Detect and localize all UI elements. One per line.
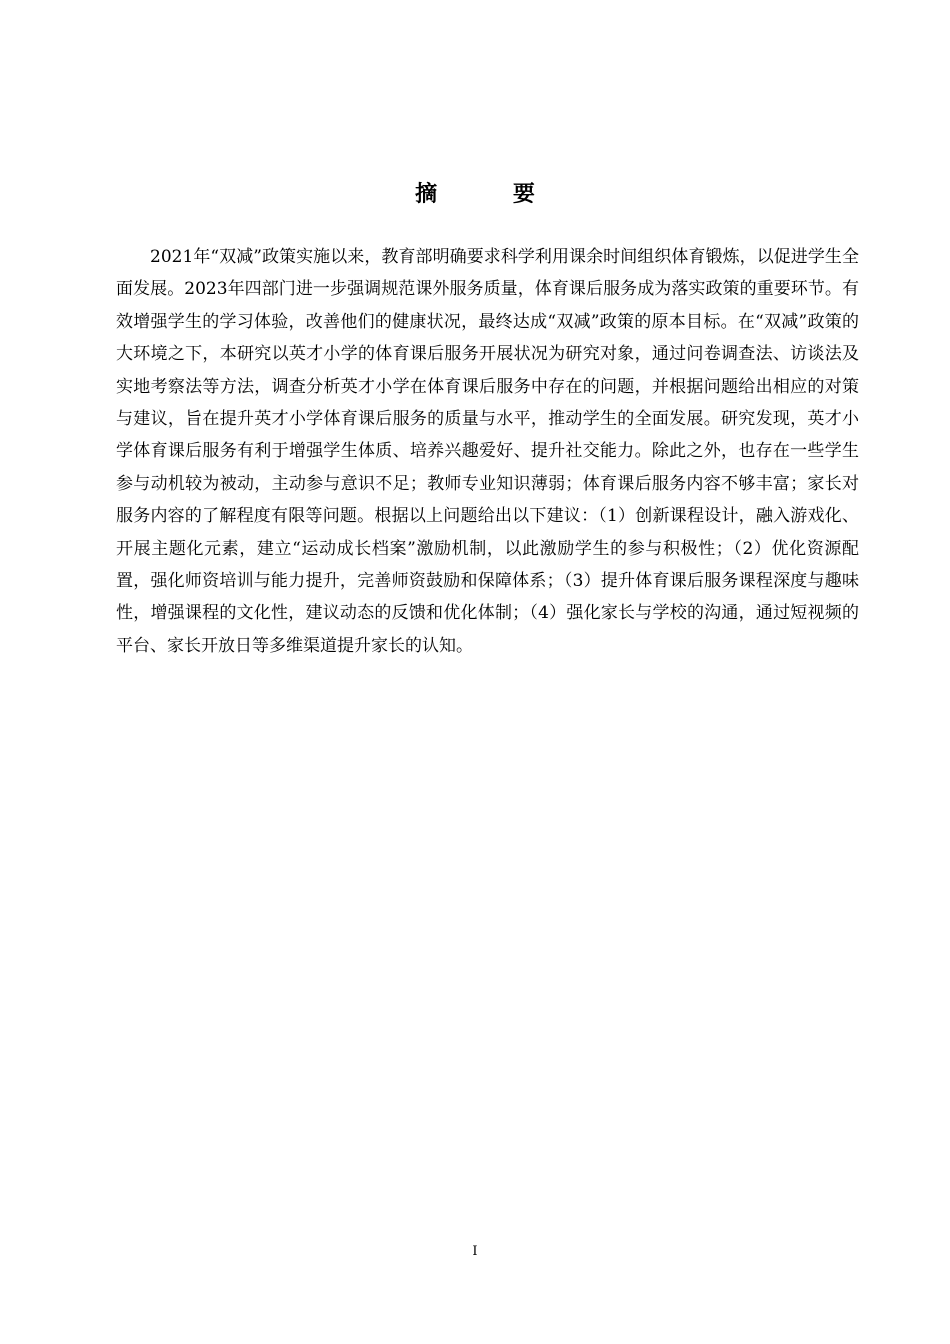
page-number: I bbox=[472, 1244, 478, 1259]
abstract-title: 摘 要 bbox=[415, 181, 569, 207]
abstract-paragraph: 2021年“双减”政策实施以来，教育部明确要求科学利用课余时间组织体育锻炼，以促进学生全面发展。2023年四部门进一步强调规范课外服务质量，体育课后服务成为落实政策的重要环节。有效增强学生的学习体验，改善他们的健康状况，最终达成“双减”政策的原本目标。在“双减”政策的大环境之下，本研究以英才小学的体育课后服务开展状况为研究对象，通过问卷调查法、访谈法及实地考察法等方法，调查分析英才小学在体育课后服务中存在的问题，并根据问题给出相应的对策与建议，旨在提升英才小学体育课后服务的质量与水平，推动学生的全面发展。研究发现，英才小学体育课后服务有利于增强学生体质、培养兴趣爱好、提升社交能力。除此之外，也存在一些学生参与动机较为被动，主动参与意识不足；教师专业知识薄弱；体育课后服务内容不够丰富；家长对服务内容的了解程度有限等问题。根据以上问题给出以下建议：（1）创新课程设计，融入游戏化、开展主题化元素，建立“运动成长档案”激励机制，以此激励学生的参与积极性；（2）优化资源配置，强化师资培训与能力提升，完善师资鼓励和保障体系；（3）提升体育课后服务课程深度与趣味性，增强课程的文化性，建议动态的反馈和优化体制；（4）强化家长与学校的沟通，通过短视频的平台、家长开放日等多维渠道提升家长的认知。 bbox=[116, 247, 859, 656]
